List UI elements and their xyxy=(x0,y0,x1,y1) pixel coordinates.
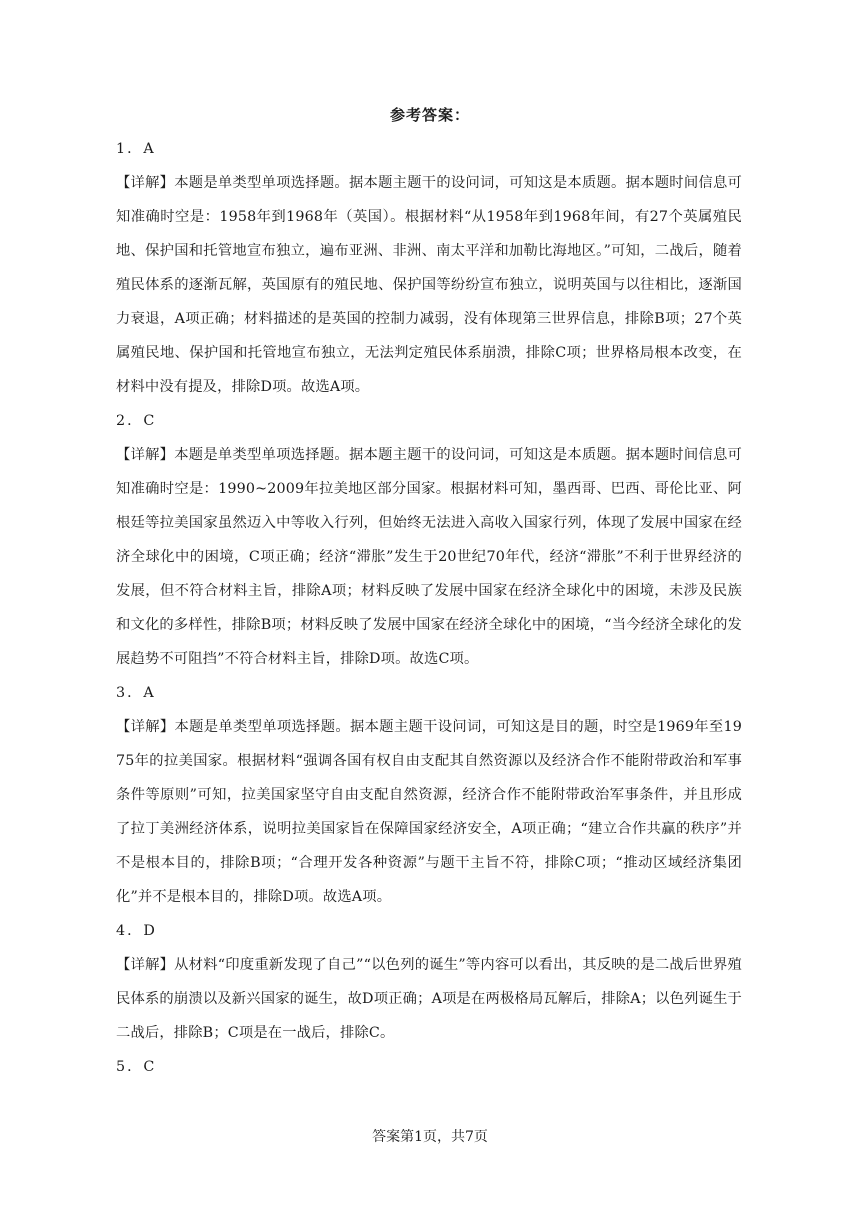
page-footer: 答案第1页，共7页 xyxy=(372,1129,488,1145)
answer-explanation: 【详解】本题是单类型单项选择题。据本题主题干的设问词，可知这是本质题。据本题时间信息可知准确时空是：1990~2009年拉美地区部分国家。根据材料可知，墨西哥、巴西、哥伦比亚、阿根廷等拉美国家虽然迈入中等收入行列，但始终无法进入高收入国家行列，体现了发展中国家在经济全球化中的困境，C项正确；经济“滞胀”发生于20世纪70年代，经济“滞胀”不利于世界经济的发展，但不符合材料主旨，排除A项；材料反映了发展中国家在经济全球化中的困境，未涉及民族和文化的多样性，排除B项；材料反映了发展中国家在经济全球化中的困境，“当今经济全球化的发展趋势不可阻挡”不符合材料主旨，排除D项。故选C项。 xyxy=(116,447,742,667)
answer-list xyxy=(116,132,742,1084)
answer-item xyxy=(116,676,742,914)
answer-item xyxy=(116,132,742,404)
question-number: 4．D xyxy=(116,923,157,939)
answer-item xyxy=(116,1050,742,1084)
question-number: 2．C xyxy=(116,413,157,429)
question-number: 1．A xyxy=(116,141,156,157)
answer-explanation: 【详解】从材料“印度重新发现了自己”“以色列的诞生”等内容可以看出，其反映的是二战后世界殖民体系的崩溃以及新兴国家的诞生，故D项正确；A项是在两极格局瓦解后，排除A；以色列诞生于二战后，排除B；C项是在一战后，排除C。 xyxy=(116,957,742,1041)
question-number: 3．A xyxy=(116,685,156,701)
answer-item xyxy=(116,914,742,1050)
page-title: 参考答案： xyxy=(389,106,470,124)
answer-explanation: 【详解】本题是单类型单项选择题。据本题主题干设问词，可知这是目的题，时空是1969年至1975年的拉美国家。根据材料“强调各国有权自由支配其自然资源以及经济合作不能附带政治和军事条件等原则”可知，拉美国家坚守自由支配自然资源，经济合作不能附带政治军事条件，并且形成了拉丁美洲经济体系，说明拉美国家旨在保障国家经济安全，A项正确；“建立合作共赢的秩序”并不是根本目的，排除B项；“合理开发各种资源”与题干主旨不符，排除C项；“推动区域经济集团化”并不是根本目的，排除D项。故选A项。 xyxy=(116,719,742,905)
question-number: 5．C xyxy=(116,1059,157,1075)
answer-explanation: 【详解】本题是单类型单项选择题。据本题主题干的设问词，可知这是本质题。据本题时间信息可知准确时空是：1958年到1968年（英国）。根据材料“从1958年到1968年间，有27个英属殖民地、保护国和托管地宣布独立，遍布亚洲、非洲、南太平洋和加勒比海地区。”可知，二战后，随着殖民体系的逐渐瓦解，英国原有的殖民地、保护国等纷纷宣布独立，说明英国与以往相比，逐渐国力衰退，A项正确；材料描述的是英国的控制力减弱，没有体现第三世界信息，排除B项；27个英属殖民地、保护国和托管地宣布独立，无法判定殖民体系崩溃，排除C项；世界格局根本改变，在材料中没有提及，排除D项。故选A项。 xyxy=(116,175,742,395)
answer-item xyxy=(116,404,742,676)
